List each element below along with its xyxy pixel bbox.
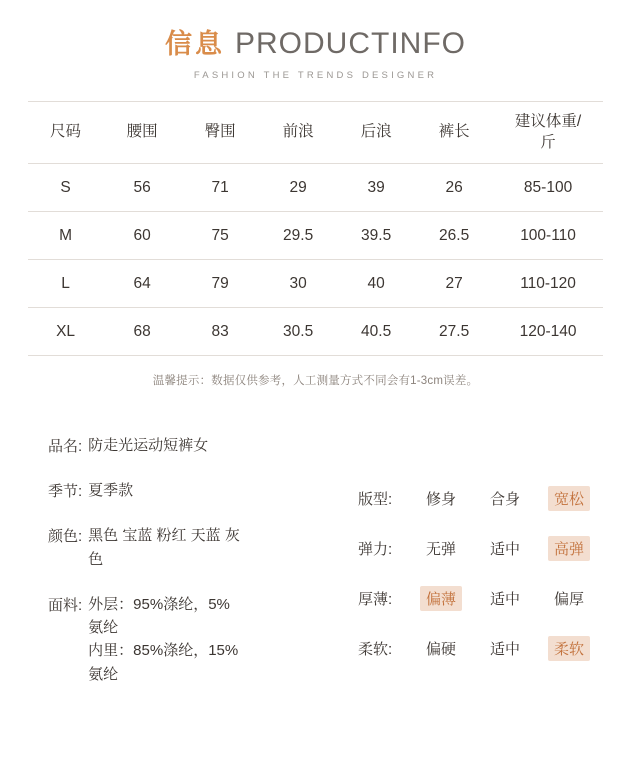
option-choices-thickness [420, 586, 590, 611]
column-header-weight-line1: 建议体重/ [514, 113, 582, 130]
column-header-weight [493, 102, 603, 164]
option-elasticity-none[interactable]: 无弹 [426, 540, 457, 558]
spec-value-line: 氨纶 [88, 665, 119, 683]
option-fit-slim[interactable]: 修身 [426, 490, 457, 508]
spec-value-line: 氨纶 [88, 619, 119, 637]
option-thickness-thick[interactable]: 偏厚 [554, 590, 585, 608]
spec-value-color [82, 524, 240, 571]
option-label-elasticity: 弹力: [358, 540, 393, 558]
option-softness-medium[interactable]: 适中 [490, 640, 521, 658]
size-table [28, 101, 603, 356]
cell-size: L [28, 259, 103, 307]
option-row-fit [358, 486, 603, 511]
table-row [28, 163, 603, 211]
column-header-hip: 臀围 [181, 102, 259, 164]
cell-size: S [28, 163, 103, 211]
cell-length: 26.5 [415, 211, 493, 259]
cell-size: M [28, 211, 103, 259]
cell-front-rise: 29 [259, 163, 337, 211]
spec-value-line: 防走光运动短裤女 [88, 436, 209, 454]
cell-length: 27 [415, 259, 493, 307]
spec-value-line: 色 [88, 550, 104, 568]
cell-waist: 64 [103, 259, 181, 307]
page-header [0, 0, 631, 81]
cell-weight: 100-110 [493, 211, 603, 259]
option-fit-loose[interactable]: 宽松 [548, 486, 590, 511]
cell-weight: 120-140 [493, 307, 603, 355]
option-thickness-thin[interactable]: 偏薄 [420, 586, 462, 611]
product-details [0, 434, 631, 708]
option-row-thickness [358, 586, 603, 611]
spec-value-line: 夏季款 [88, 482, 134, 500]
option-row-softness [358, 636, 603, 661]
column-header-length: 裤长 [415, 102, 493, 164]
spec-product-name [48, 434, 348, 457]
option-elasticity-high[interactable]: 高弹 [548, 536, 590, 561]
option-choices-softness [420, 636, 590, 661]
column-header-back-rise: 后浪 [337, 102, 415, 164]
spec-label-season: 季节: [48, 483, 83, 501]
cell-weight: 85-100 [493, 163, 603, 211]
option-choices-fit [420, 486, 590, 511]
cell-hip: 75 [181, 211, 259, 259]
page-title-cn: 信息 [165, 29, 225, 59]
option-label-fit: 版型: [358, 490, 393, 508]
details-right-column [348, 434, 603, 708]
cell-weight: 110-120 [493, 259, 603, 307]
option-softness-hard[interactable]: 偏硬 [426, 640, 457, 658]
cell-front-rise: 30 [259, 259, 337, 307]
table-row [28, 259, 603, 307]
column-header-waist: 腰围 [103, 102, 181, 164]
cell-hip: 83 [181, 307, 259, 355]
spec-value-fabric [82, 593, 238, 686]
size-table-body [28, 163, 603, 355]
spec-label-fabric: 面料: [48, 596, 83, 614]
cell-back-rise: 39 [337, 163, 415, 211]
cell-back-rise: 40 [337, 259, 415, 307]
page-subtitle: FASHION THE TRENDS DESIGNER [193, 70, 438, 81]
cell-back-rise: 39.5 [337, 211, 415, 259]
table-row [28, 211, 603, 259]
spec-value-line: 黑色 宝蓝 粉红 天蓝 灰 [88, 527, 240, 545]
table-row [28, 307, 603, 355]
column-header-size: 尺码 [28, 102, 103, 164]
column-header-front-rise: 前浪 [259, 102, 337, 164]
spec-label-product-name: 品名: [48, 437, 83, 455]
cell-length: 26 [415, 163, 493, 211]
spec-fabric [48, 593, 348, 686]
size-table-head [28, 102, 603, 164]
cell-hip: 71 [181, 163, 259, 211]
spec-color [48, 524, 348, 571]
spec-value-line: 内里：85%涤纶，15% [88, 642, 239, 660]
cell-length: 27.5 [415, 307, 493, 355]
option-label-softness: 柔软: [358, 640, 393, 658]
cell-waist: 68 [103, 307, 181, 355]
table-header-row [28, 102, 603, 164]
spec-season [48, 479, 348, 502]
measurement-note: 温馨提示：数据仅供参考，人工测量方式不同会有1-3cm误差。 [152, 374, 479, 387]
option-fit-regular[interactable]: 合身 [490, 490, 521, 508]
size-table-wrapper [28, 101, 603, 388]
option-label-thickness: 厚薄: [358, 590, 393, 608]
page-title-en: PRODUCTINFO [235, 27, 466, 60]
spec-value-product-name [82, 434, 208, 457]
option-thickness-medium[interactable]: 适中 [490, 590, 521, 608]
details-left-column [48, 434, 348, 708]
option-row-elasticity [358, 536, 603, 561]
cell-size: XL [28, 307, 103, 355]
option-elasticity-medium[interactable]: 适中 [490, 540, 521, 558]
cell-back-rise: 40.5 [337, 307, 415, 355]
page-title [0, 22, 631, 61]
column-header-weight-line2: 斤 [540, 133, 556, 151]
spec-value-line: 外层：95%涤纶，5% [88, 595, 230, 613]
spec-value-season [82, 479, 133, 502]
cell-waist: 60 [103, 211, 181, 259]
option-choices-elasticity [420, 536, 590, 561]
cell-waist: 56 [103, 163, 181, 211]
cell-front-rise: 29.5 [259, 211, 337, 259]
cell-front-rise: 30.5 [259, 307, 337, 355]
option-softness-soft[interactable]: 柔软 [548, 636, 590, 661]
spec-label-color: 颜色: [48, 528, 83, 546]
cell-hip: 79 [181, 259, 259, 307]
